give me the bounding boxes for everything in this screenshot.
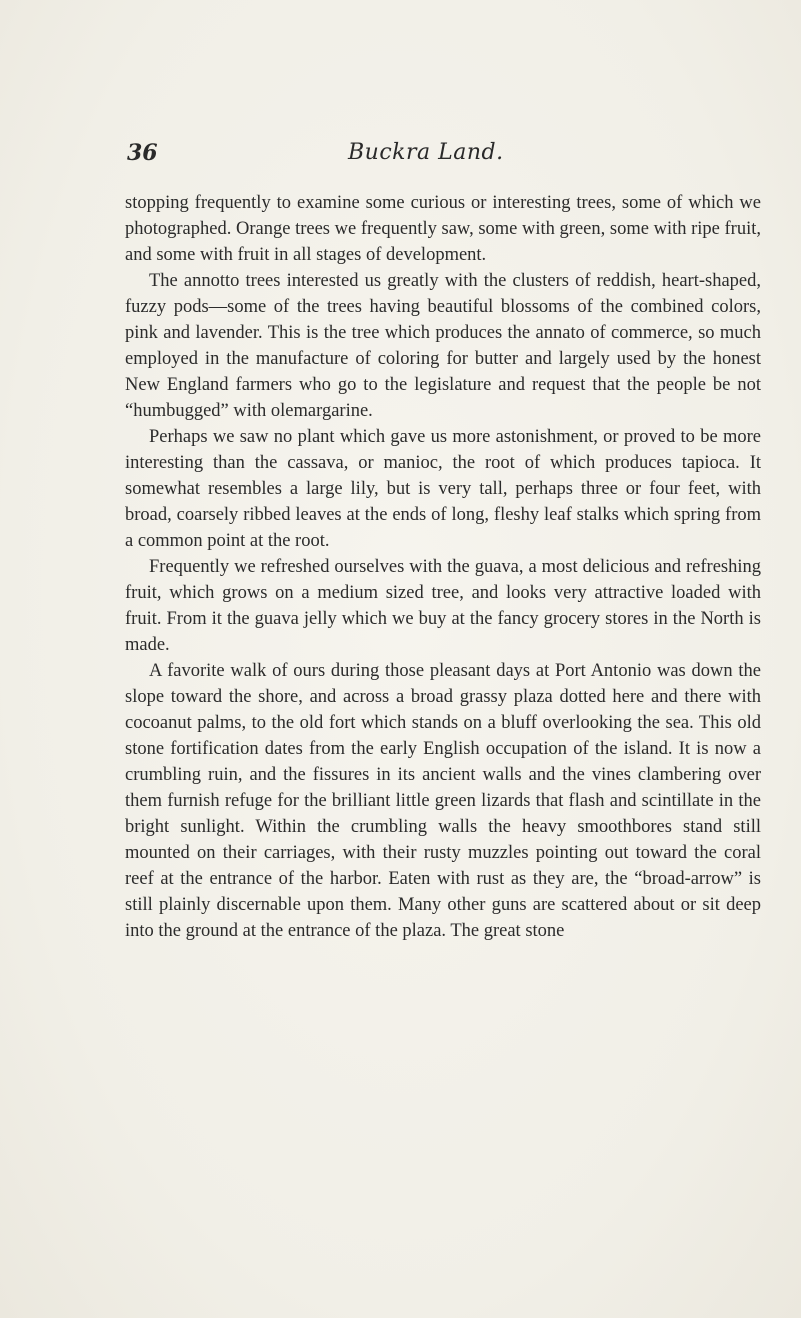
paragraph: Perhaps we saw no plant which gave us more astonishment, or proved to be more interesting than the cassava, or manioc, the root of which produces tapioca. It somewhat resembles a large lily, but is very tall, perhaps three or four feet, with broad, coarsely ribbed leaves at the ends of long, fleshy leaf stalks which spring from a common point at the root. — [125, 427, 761, 551]
paragraph: The annotto trees interested us greatly with the clusters of reddish, heart-shaped, fuzzy pods—some of the trees having beautiful blossoms of the combined colors, pink and lavender. This is the tree which produces the annato of commerce, so much employed in the manufacture of coloring for butter and largely used by the honest New England farmers who go to the legislature and request that the people be not “humbugged” with olemargarine. — [125, 271, 761, 421]
body-text — [125, 190, 761, 944]
paragraph: A favorite walk of ours during those pleasant days at Port Antonio was down the slope toward the shore, and across a broad grassy plaza dotted here and there with cocoanut palms, to the old fort which stands on a bluff overlooking the sea. This old stone fortification dates from the early English occupation of the island. It is now a crumbling ruin, and the fissures in its ancient walls and the vines clambering over them furnish refuge for the brilliant little green lizards that flash and scintillate in the bright sunlight. Within the crumbling walls the heavy smoothbores stand still mounted on their carriages, with their rusty muzzles pointing out toward the coral reef at the entrance of the harbor. Eaten with rust as they are, the “broad-arrow” is still plainly discernable upon them. Many other guns are scattered about or sit deep into the ground at the entrance of the plaza. The great stone — [125, 661, 761, 941]
page-number: 36 — [127, 140, 158, 166]
paragraph: stopping frequently to examine some curious or interesting trees, some of which we photographed. Orange trees we frequently saw, some with green, some with ripe fruit, and some with fruit in all stages of development. — [125, 193, 761, 265]
book-title: Buckra Land. — [348, 140, 504, 165]
paragraph: Frequently we refreshed ourselves with the guava, a most delicious and refreshing fruit, which grows on a medium sized tree, and looks very attractive loaded with fruit. From it the guava jelly which we buy at the fancy grocery stores in the North is made. — [125, 557, 761, 655]
running-head — [0, 140, 801, 170]
